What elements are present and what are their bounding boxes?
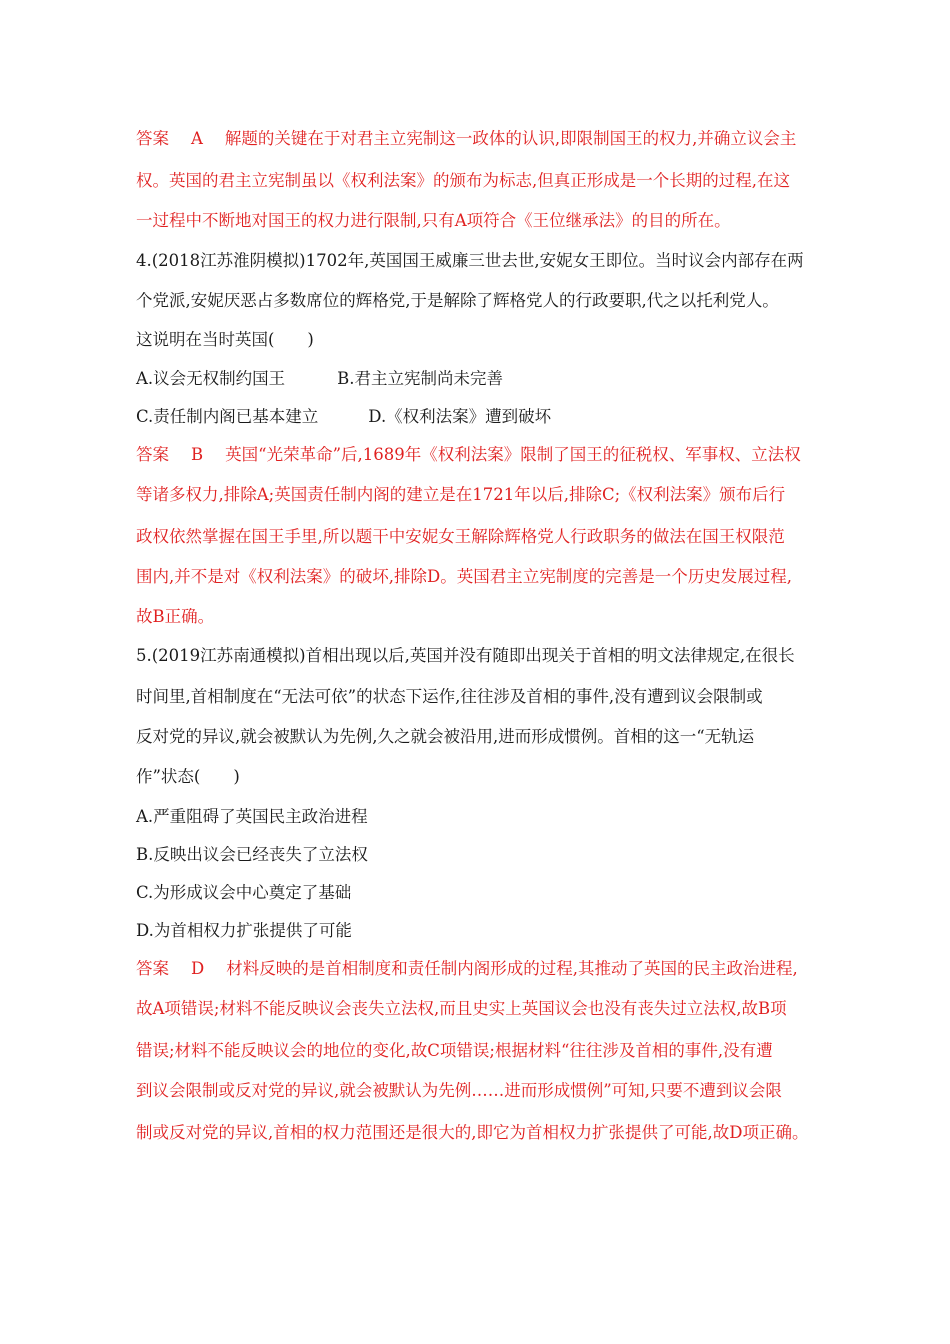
answer-letter: D: [191, 959, 205, 978]
question5-option-c: C.为形成议会中心奠定了基础: [136, 883, 352, 902]
question5-line2: 时间里,首相制度在“无法可依”的状态下运作,往往涉及首相的事件,没有遭到议会限制或: [136, 687, 763, 706]
answer3-line1: [136, 128, 796, 150]
question5-line1: 5.(2019江苏南通模拟)首相出现以后,英国并没有随即出现关于首相的明文法律规定,在很长: [136, 646, 795, 665]
answer5-line5: 制或反对党的异议,首相的权力范围还是很大的,即它为首相权力扩张提供了可能,故D项正确。: [136, 1123, 809, 1142]
answer3-line2: 权。英国的君主立宪制虽以《权利法案》的颁布为标志,但真正形成是一个长期的过程,在这: [136, 171, 790, 190]
answer-prefix: 答案: [136, 445, 169, 464]
answer4-line2: 等诸多权力,排除A;英国责任制内阁的建立是在1721年以后,排除C;《权利法案》颁布后行: [136, 485, 786, 504]
answer-text: 解题的关键在于对君主立宪制这一政体的认识,即限制国王的权力,并确立议会主: [224, 129, 797, 148]
answer4-line1: [136, 444, 801, 466]
answer-text: 英国“光荣革命”后,1689年《权利法案》限制了国王的征税权、军事权、立法权: [225, 445, 801, 464]
answer5-line4: 到议会限制或反对党的异议,就会被默认为先例……进而形成惯例”可知,只要不遭到议会限: [136, 1081, 782, 1100]
answer5-line2: 故A项错误;材料不能反映议会丧失立法权,而且史实上英国议会也没有丧失过立法权,故B项: [136, 999, 787, 1018]
answer-text: 材料反映的是首相制度和责任制内阁形成的过程,其推动了英国的民主政治进程,: [226, 959, 798, 978]
answer5-line3: 错误;材料不能反映议会的地位的变化,故C项错误;根据材料“往往涉及首相的事件,没有遭: [136, 1041, 773, 1060]
question5-option-b: B.反映出议会已经丧失了立法权: [136, 845, 368, 864]
answer-prefix: 答案: [136, 959, 169, 978]
answer-letter: A: [191, 129, 203, 148]
question5-line3: 反对党的异议,就会被默认为先例,久之就会被沿用,进而形成惯例。首相的这一“无轨运: [136, 727, 755, 746]
answer4-line5: 故B正确。: [136, 607, 215, 626]
answer-letter: B: [191, 445, 204, 464]
answer3-line3: 一过程中不断地对国王的权力进行限制,只有A项符合《王位继承法》的目的所在。: [136, 211, 731, 230]
question4-option-b: B.君主立宪制尚未完善: [337, 369, 504, 388]
question4-options-row2: [136, 406, 551, 428]
question4-line1: 4.(2018江苏淮阴模拟)1702年,英国国王威廉三世去世,安妮女王即位。当时议会内部存在两: [136, 251, 804, 270]
question4-options-row1: [136, 368, 503, 390]
question5-option-d: D.为首相权力扩张提供了可能: [136, 921, 352, 940]
question4-option-a: A.议会无权制约国王: [136, 369, 286, 388]
question4-option-d: D.《权利法案》遭到破坏: [368, 407, 552, 426]
answer-prefix: 答案: [136, 129, 169, 148]
question5-option-a: A.严重阻碍了英国民主政治进程: [136, 807, 368, 826]
answer5-line1: [136, 958, 798, 980]
question4-line2: 个党派,安妮厌恶占多数席位的辉格党,于是解除了辉格党人的行政要职,代之以托利党人。: [136, 291, 779, 310]
question5-line4: 作”状态( ): [136, 767, 240, 786]
question4-option-c: C.责任制内阁已基本建立: [136, 407, 319, 426]
answer4-line4: 围内,并不是对《权利法案》的破坏,排除D。英国君主立宪制度的完善是一个历史发展过程,: [136, 567, 792, 586]
answer4-line3: 政权依然掌握在国王手里,所以题干中安妮女王解除辉格党人行政职务的做法在国王权限范: [136, 527, 785, 546]
question4-line3: 这说明在当时英国( ): [136, 330, 314, 349]
